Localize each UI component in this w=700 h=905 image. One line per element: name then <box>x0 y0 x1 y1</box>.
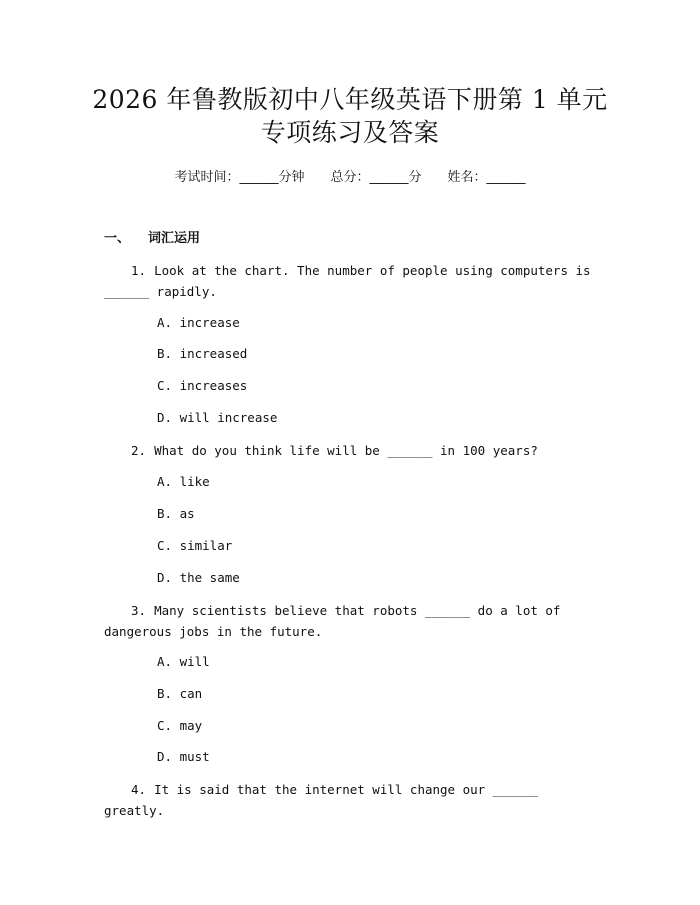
question-number: 4. <box>131 782 147 797</box>
question-3-option-c: C. may <box>157 718 203 733</box>
question-3-option-a: A. will <box>157 654 210 669</box>
question-2-option-d: D. the same <box>157 570 240 585</box>
question-2 <box>104 440 599 461</box>
document-title-line2: 专项练习及答案 <box>260 118 440 147</box>
section-title: 词汇运用 <box>148 231 201 246</box>
question-text: What do you think life will be ______ in 100 years? <box>154 443 538 458</box>
question-2-option-c: C. similar <box>157 538 233 553</box>
question-4 <box>104 779 599 821</box>
total-score-field: 总分：______分 <box>330 170 422 185</box>
question-3 <box>104 600 599 642</box>
document-title-line1: 2026 年鲁教版初中八年级英语下册第 1 单元 <box>92 85 608 114</box>
student-name-field: 姓名：______ <box>447 170 526 185</box>
question-2-option-a: A. like <box>157 474 210 489</box>
question-text: It is said that the internet will change our ______ greatly. <box>104 782 538 818</box>
question-2-option-b: B. as <box>157 506 195 521</box>
question-1-option-d: D. will increase <box>157 410 278 425</box>
question-3-option-b: B. can <box>157 686 203 701</box>
exam-meta-line <box>0 168 700 188</box>
question-number: 1. <box>131 263 147 278</box>
section-heading <box>104 229 200 249</box>
question-text: Many scientists believe that robots ______ do a lot of dangerous jobs in the future. <box>104 603 561 639</box>
section-number: 一、 <box>104 231 131 246</box>
exam-time-field: 考试时间：______分钟 <box>174 170 305 185</box>
question-number: 3. <box>131 603 147 618</box>
question-3-option-d: D. must <box>157 749 210 764</box>
question-1-option-a: A. increase <box>157 315 240 330</box>
question-number: 2. <box>131 443 147 458</box>
question-1-option-b: B. increased <box>157 346 248 361</box>
question-1-option-c: C. increases <box>157 378 248 393</box>
question-1 <box>104 260 599 302</box>
question-text: Look at the chart. The number of people using computers is ______ rapidly. <box>104 263 591 299</box>
